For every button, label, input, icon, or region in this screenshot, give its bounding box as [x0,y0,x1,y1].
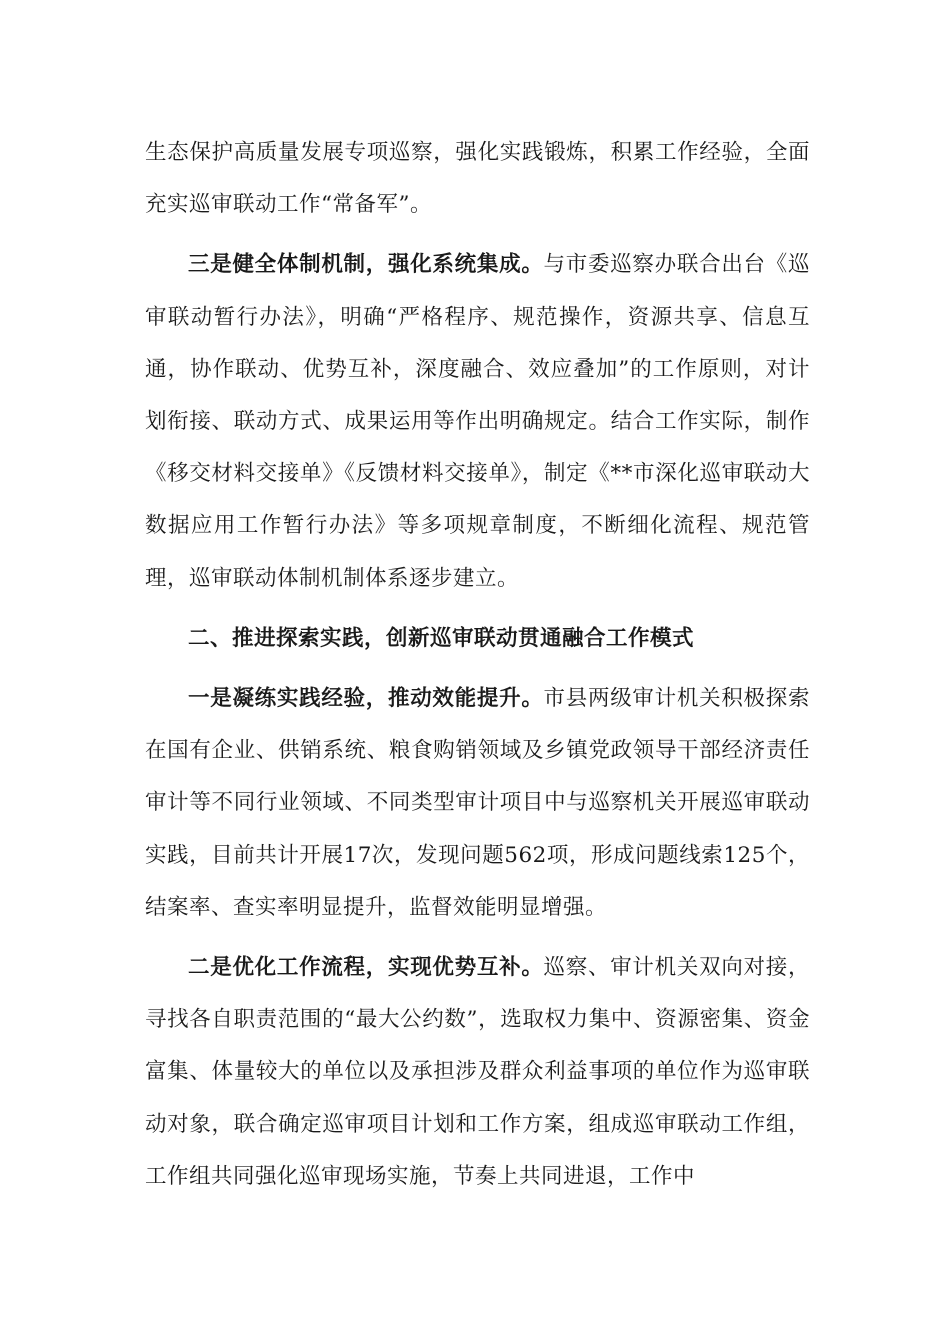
paragraph-text: 生态保护高质量发展专项巡察，强化实践锻炼，积累工作经验，全面充实巡审联动工作“常备军”。 [145,140,810,218]
paragraph-text: 与市委巡察办联合出台《巡审联动暂行办法》，明确“严格程序、规范操作，资源共享、信息互通，协作联动、优势互补，深度融合、效应叠加”的工作原则，对计划衔接、联动方式、成果运用等作出明确规定。结合工作实际，制作《移交材料交接单》《反馈材料交接单》，制定《**市深化巡审联动大数据应用工作暂行办法》等多项规章制度，不断细化流程、规范管理，巡审联动体制机制体系逐步建立。 [145,252,810,591]
paragraph-lead-sentence: 二是优化工作流程，实现优势互补。 [188,955,544,981]
paragraph-lead-sentence: 三是健全体制机制，强化系统集成。 [188,252,544,278]
paragraph-lead-sentence: 一是凝练实践经验，推动效能提升。 [188,686,544,712]
paragraph-institutional-mechanisms [145,239,810,604]
paragraph-practice-experience [145,673,810,934]
paragraph-continuation [145,127,810,231]
paragraph-text: 巡察、审计机关双向对接，寻找各自职责范围的“最大公约数”，选取权力集中、资源密集、资金富集、体量较大的单位以及承担涉及群众利益事项的单位作为巡审联动对象，联合确定巡审项目计划和工作方案，组成巡审联动工作组，工作组共同强化巡审现场实施，节奏上共同进退，工作中 [145,955,810,1189]
paragraph-text: 市县两级审计机关积极探索在国有企业、供销系统、粮食购销领域及乡镇党政领导干部经济责任审计等不同行业领域、不同类型审计项目中与巡察机关开展巡审联动实践，目前共计开展17次，发现问题562项，形成问题线索125个，结案率、查实率明显提升，监督效能明显增强。 [145,686,810,920]
paragraph-workflow-optimization [145,942,810,1203]
section-heading: 二、推进探索实践，创新巡审联动贯通融合工作模式 [188,625,695,651]
document-body [145,127,810,1211]
